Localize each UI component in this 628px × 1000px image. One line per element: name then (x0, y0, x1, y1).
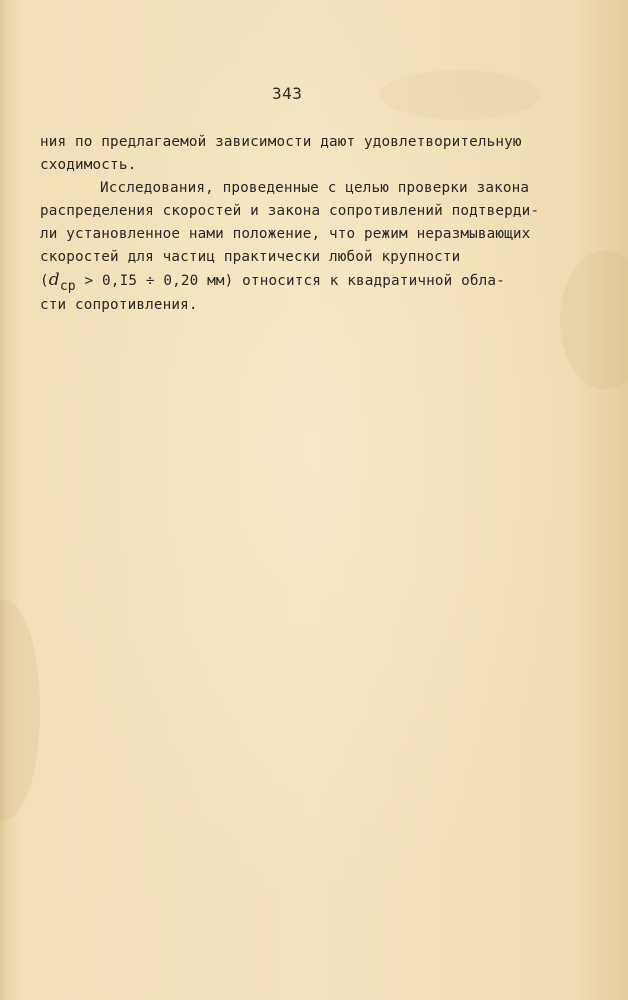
text-line-1: ния по предлагаемой зависимости дают удовлетворительную (40, 134, 522, 150)
subscript-cp: ср (59, 279, 76, 294)
text-line-6: скоростей для частиц практически любой крупности (40, 249, 461, 265)
paper-stain (560, 250, 628, 390)
text-line-7-rest: > 0,I5 ÷ 0,20 мм) относится к квадратичной обла- (75, 273, 505, 289)
page-number: 343 (272, 84, 303, 103)
text-line-8: сти сопротивления. (40, 297, 198, 313)
paper-stain (380, 70, 540, 120)
paper-stain (0, 600, 40, 820)
text-line-4: распределения скоростей и закона сопротивлений подтверди- (40, 203, 540, 219)
text-line-7 (40, 270, 505, 292)
text-line-3: Исследования, проведенные с целью проверки закона (100, 180, 530, 196)
text-line-5: ли установленное нами положение, что режим неразмывающих (40, 226, 531, 242)
text-line-2: сходимость. (40, 157, 137, 173)
particle-diameter-symbol: d (48, 270, 60, 290)
open-paren: ( (40, 273, 49, 289)
